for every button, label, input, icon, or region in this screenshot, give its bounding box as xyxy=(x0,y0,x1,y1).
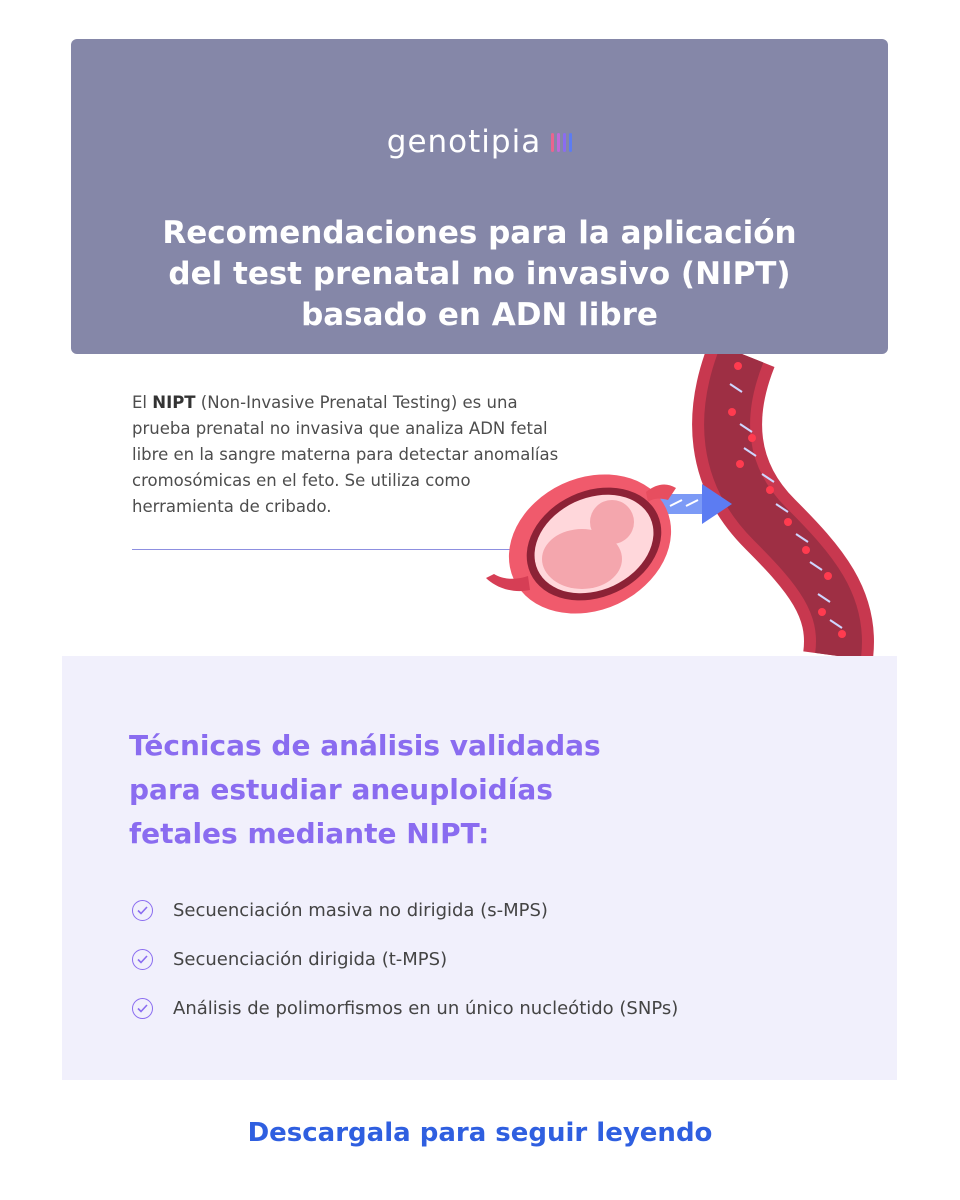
list-item-label: Secuenciación masiva no dirigida (s-MPS) xyxy=(173,900,548,921)
techniques-title-line: para estudiar aneuploidías xyxy=(129,773,553,806)
logo xyxy=(71,124,888,160)
intro-bold: NIPT xyxy=(152,393,196,412)
header-banner xyxy=(71,39,888,354)
check-circle-icon xyxy=(132,949,153,970)
download-cta[interactable]: Descargala para seguir leyendo xyxy=(247,1118,713,1148)
logo-bars-icon xyxy=(551,133,572,152)
page-title xyxy=(91,213,868,336)
list-item-label: Análisis de polimorfismos en un único nucleótido (SNPs) xyxy=(173,998,679,1019)
womb-illustration xyxy=(486,449,694,640)
title-line: Recomendaciones para la aplicación xyxy=(162,215,797,251)
techniques-panel xyxy=(62,656,897,1080)
list-item xyxy=(132,984,678,1033)
title-line: del test prenatal no invasivo (NIPT) xyxy=(168,256,791,292)
title-line: basado en ADN libre xyxy=(301,297,658,333)
logo-text: genotipia xyxy=(386,124,542,160)
techniques-title-line: fetales mediante NIPT: xyxy=(129,817,490,850)
intro-body: (Non-Invasive Prenatal Testing) es una prueba prenatal no invasiva que analiza ADN fetal libre en la sangre materna para detectar anomalías cromosómicas en el feto. Se utiliza como herramienta de cribado. xyxy=(132,393,559,516)
list-item xyxy=(132,935,678,984)
list-item-label: Secuenciación dirigida (t-MPS) xyxy=(173,949,448,970)
nipt-illustration xyxy=(470,354,890,656)
list-item xyxy=(132,886,678,935)
check-circle-icon xyxy=(132,998,153,1019)
techniques-title-line: Técnicas de análisis validadas xyxy=(129,729,601,762)
techniques-list xyxy=(132,886,678,1033)
check-circle-icon xyxy=(132,900,153,921)
techniques-title xyxy=(129,724,729,856)
intro-prefix: El xyxy=(132,393,153,412)
